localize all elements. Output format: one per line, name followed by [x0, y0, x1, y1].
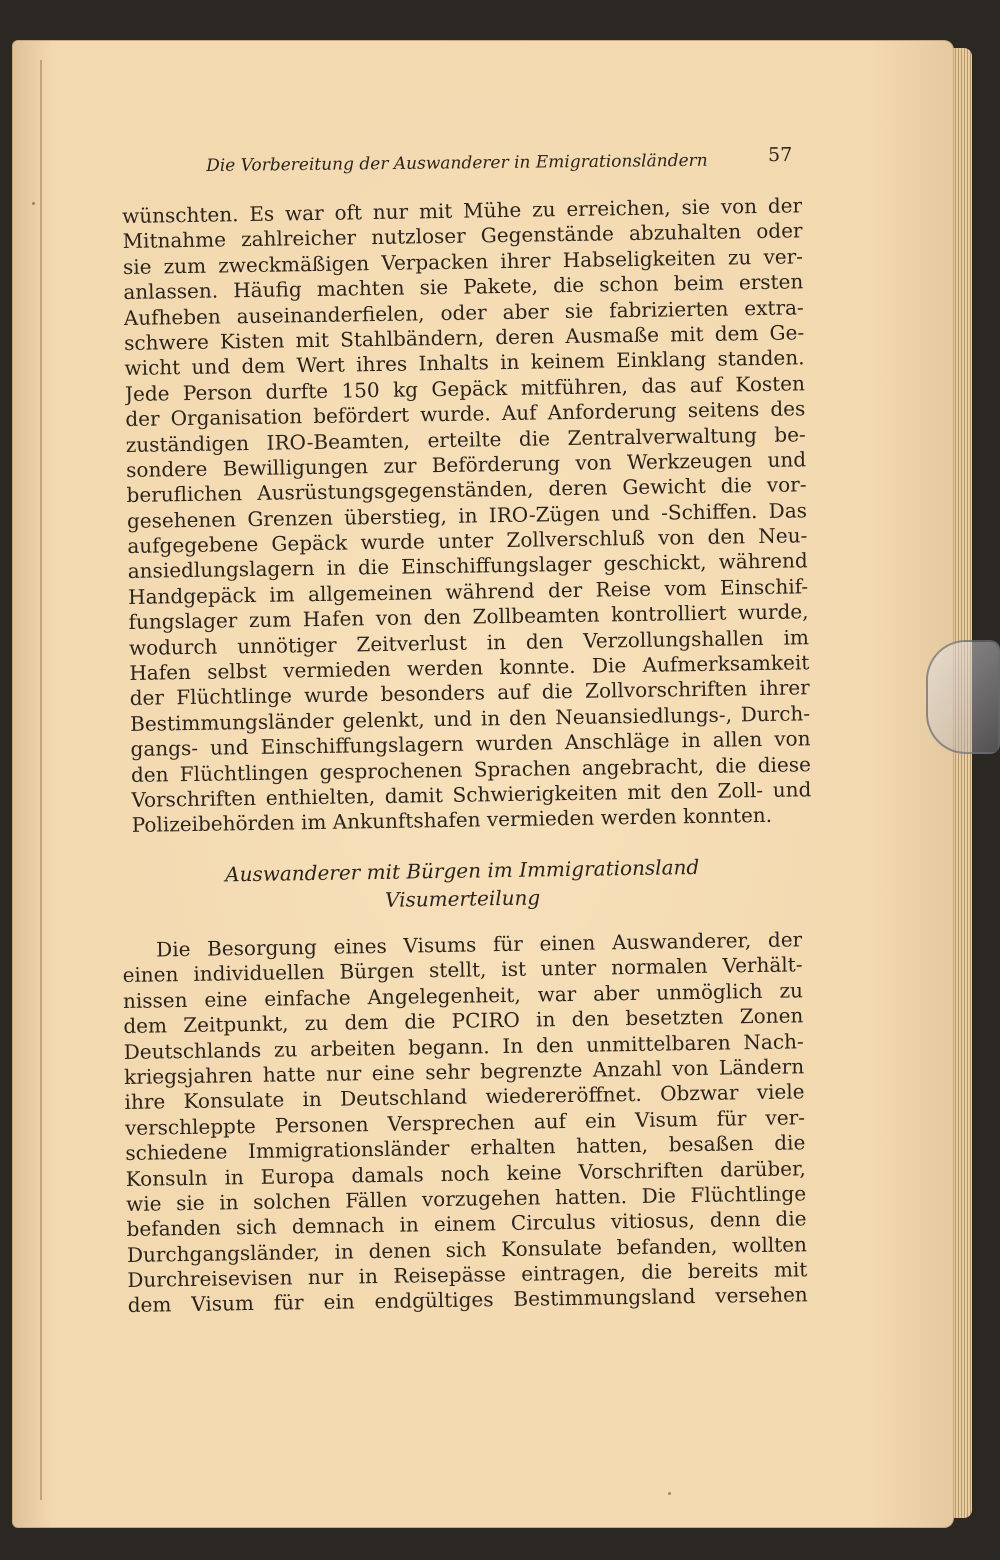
text-line: Konsuln in Europa damals noch keine Vorschriften darüber, [125, 1155, 806, 1191]
text-line: schwere Kisten mit Stahlbändern, deren Ausmaße mit dem Ge- [123, 320, 805, 355]
text-line: aufgegebene Gepäck wurde unter Zollverschluß von den Neu- [127, 523, 808, 559]
text-line: beruflichen Ausrüstungsgegenständen, deren Gewicht die vor- [126, 472, 807, 508]
text-line: den Flüchtlingen gesprochenen Sprachen angebracht, die diese [130, 751, 812, 787]
text-line: verschleppte Personen Versprechen auf ein Visum für ver- [124, 1105, 806, 1140]
text-line: fungslager zum Hafen von den Zollbeamten kontrolliert wurde, [128, 599, 809, 635]
text-line: Aufheben auseinanderfielen, oder aber sie fabrizierten extra- [123, 294, 804, 330]
text-line: wicht und dem Wert ihres Inhalts in keinem Einklang standen. [124, 345, 805, 381]
text-line: Mitnahme zahlreicher nutzloser Gegenstände abzuhalten oder [122, 218, 803, 254]
text-line: ansiedlungslagern in die Einschiffungslager geschickt, während [127, 548, 808, 584]
text-line: nissen eine einfache Angelegenheit, war aber unmöglich zu [122, 978, 804, 1013]
text-line: Deutschlands zu arbeiten begann. In den unmittelbaren Nach- [123, 1028, 804, 1064]
text-line: ihre Konsulate in Deutschland wiedereröffnet. Obzwar viele [124, 1079, 805, 1115]
paragraph-2 [122, 927, 808, 1318]
text-line: dem Zeitpunkt, zu dem die PCIRO in den besetzten Zonen [123, 1003, 804, 1039]
section-heading-line-1: Auswanderer mit Bürgen im Immigrationsland [224, 854, 700, 887]
text-line: zuständigen IRO-Beamten, erteilte die Zentralverwaltung be- [125, 421, 806, 457]
text-line: wünschten. Es war oft nur mit Mühe zu erreichen, sie von der [122, 193, 803, 228]
paragraph-1 [122, 193, 812, 838]
text-line: Hafen selbst vermieden werden konnte. Die Aufmerksamkeit [129, 650, 810, 685]
page-clip [926, 640, 1000, 754]
text-line: Vorschriften enthielten, damit Schwierigkeiten mit den Zoll- und [131, 777, 812, 812]
text-line: dem Visum für ein endgültiges Bestimmungsland versehen [127, 1282, 808, 1318]
text-line: sondere Bewilligungen zur Beförderung von Werkzeugen und [125, 447, 807, 482]
text-line: schiedene Immigrationsländer erhalten hatten, besaßen die [125, 1130, 806, 1166]
text-line: Durchgangsländer, in denen sich Konsulate befanden, wollten [126, 1231, 808, 1267]
text-line: Durchreisevisen nur in Reisepässe eintragen, die bereits mit [127, 1257, 808, 1293]
paper-speck [32, 202, 35, 205]
paper-speck [668, 1492, 671, 1495]
page-number: 57 [767, 143, 793, 167]
text-line: Bestimmungsländer gelenkt, und in den Neuansiedlungs-, Durch- [129, 701, 811, 736]
text-line: anlassen. Häufig machten sie Pakete, die schon beim ersten [123, 269, 804, 305]
text-line: sie zum zweckmäßigen Verpacken ihrer Habseligkeiten zu ver- [122, 244, 804, 279]
text-line: der Flüchtlinge wurde besonders auf die Zollvorschriften ihrer [129, 675, 810, 711]
text-line: Jede Person durfte 150 kg Gepäck mitführen, das auf Kosten [124, 371, 806, 406]
section-heading-line-2: Visumerteilung [384, 885, 541, 912]
text-line: gangs- und Einschiffungslagern wurden Anschläge in allen von [130, 726, 811, 762]
text-line: befanden sich demnach in einem Circulus vitiosus, denn die [126, 1206, 807, 1242]
running-head-title: Die Vorbereitung der Auswanderer in Emigrationsländern [206, 150, 708, 176]
text-line: wie sie in solchen Fällen vorzugehen hatten. Die Flüchtlinge [125, 1181, 807, 1216]
text-line: Handgepäck im allgemeinen während der Reise vom Einschif- [127, 574, 809, 609]
text-line: kriegsjahren hatte nur eine sehr begrenzte Anzahl von Ländern [123, 1054, 805, 1089]
text-line: Die Besorgung eines Visums für einen Auswanderer, der [155, 927, 803, 962]
running-head [206, 143, 793, 180]
text-line: einen individuellen Bürgen stellt, ist unter normalen Verhält- [122, 952, 803, 988]
text-line: gesehenen Grenzen überstieg, in IRO-Zügen und -Schiffen. Das [126, 497, 808, 533]
text-line: der Organisation befördert wurde. Auf Anforderung seitens des [125, 396, 806, 432]
section-heading [122, 851, 803, 918]
text-line: Polizeibehörden im Ankunftshafen vermieden werden konnten. [131, 803, 773, 838]
text-line: wodurch unnötiger Zeitverlust in den Verzollungshallen im [128, 624, 810, 660]
binding-gutter [40, 60, 42, 1500]
